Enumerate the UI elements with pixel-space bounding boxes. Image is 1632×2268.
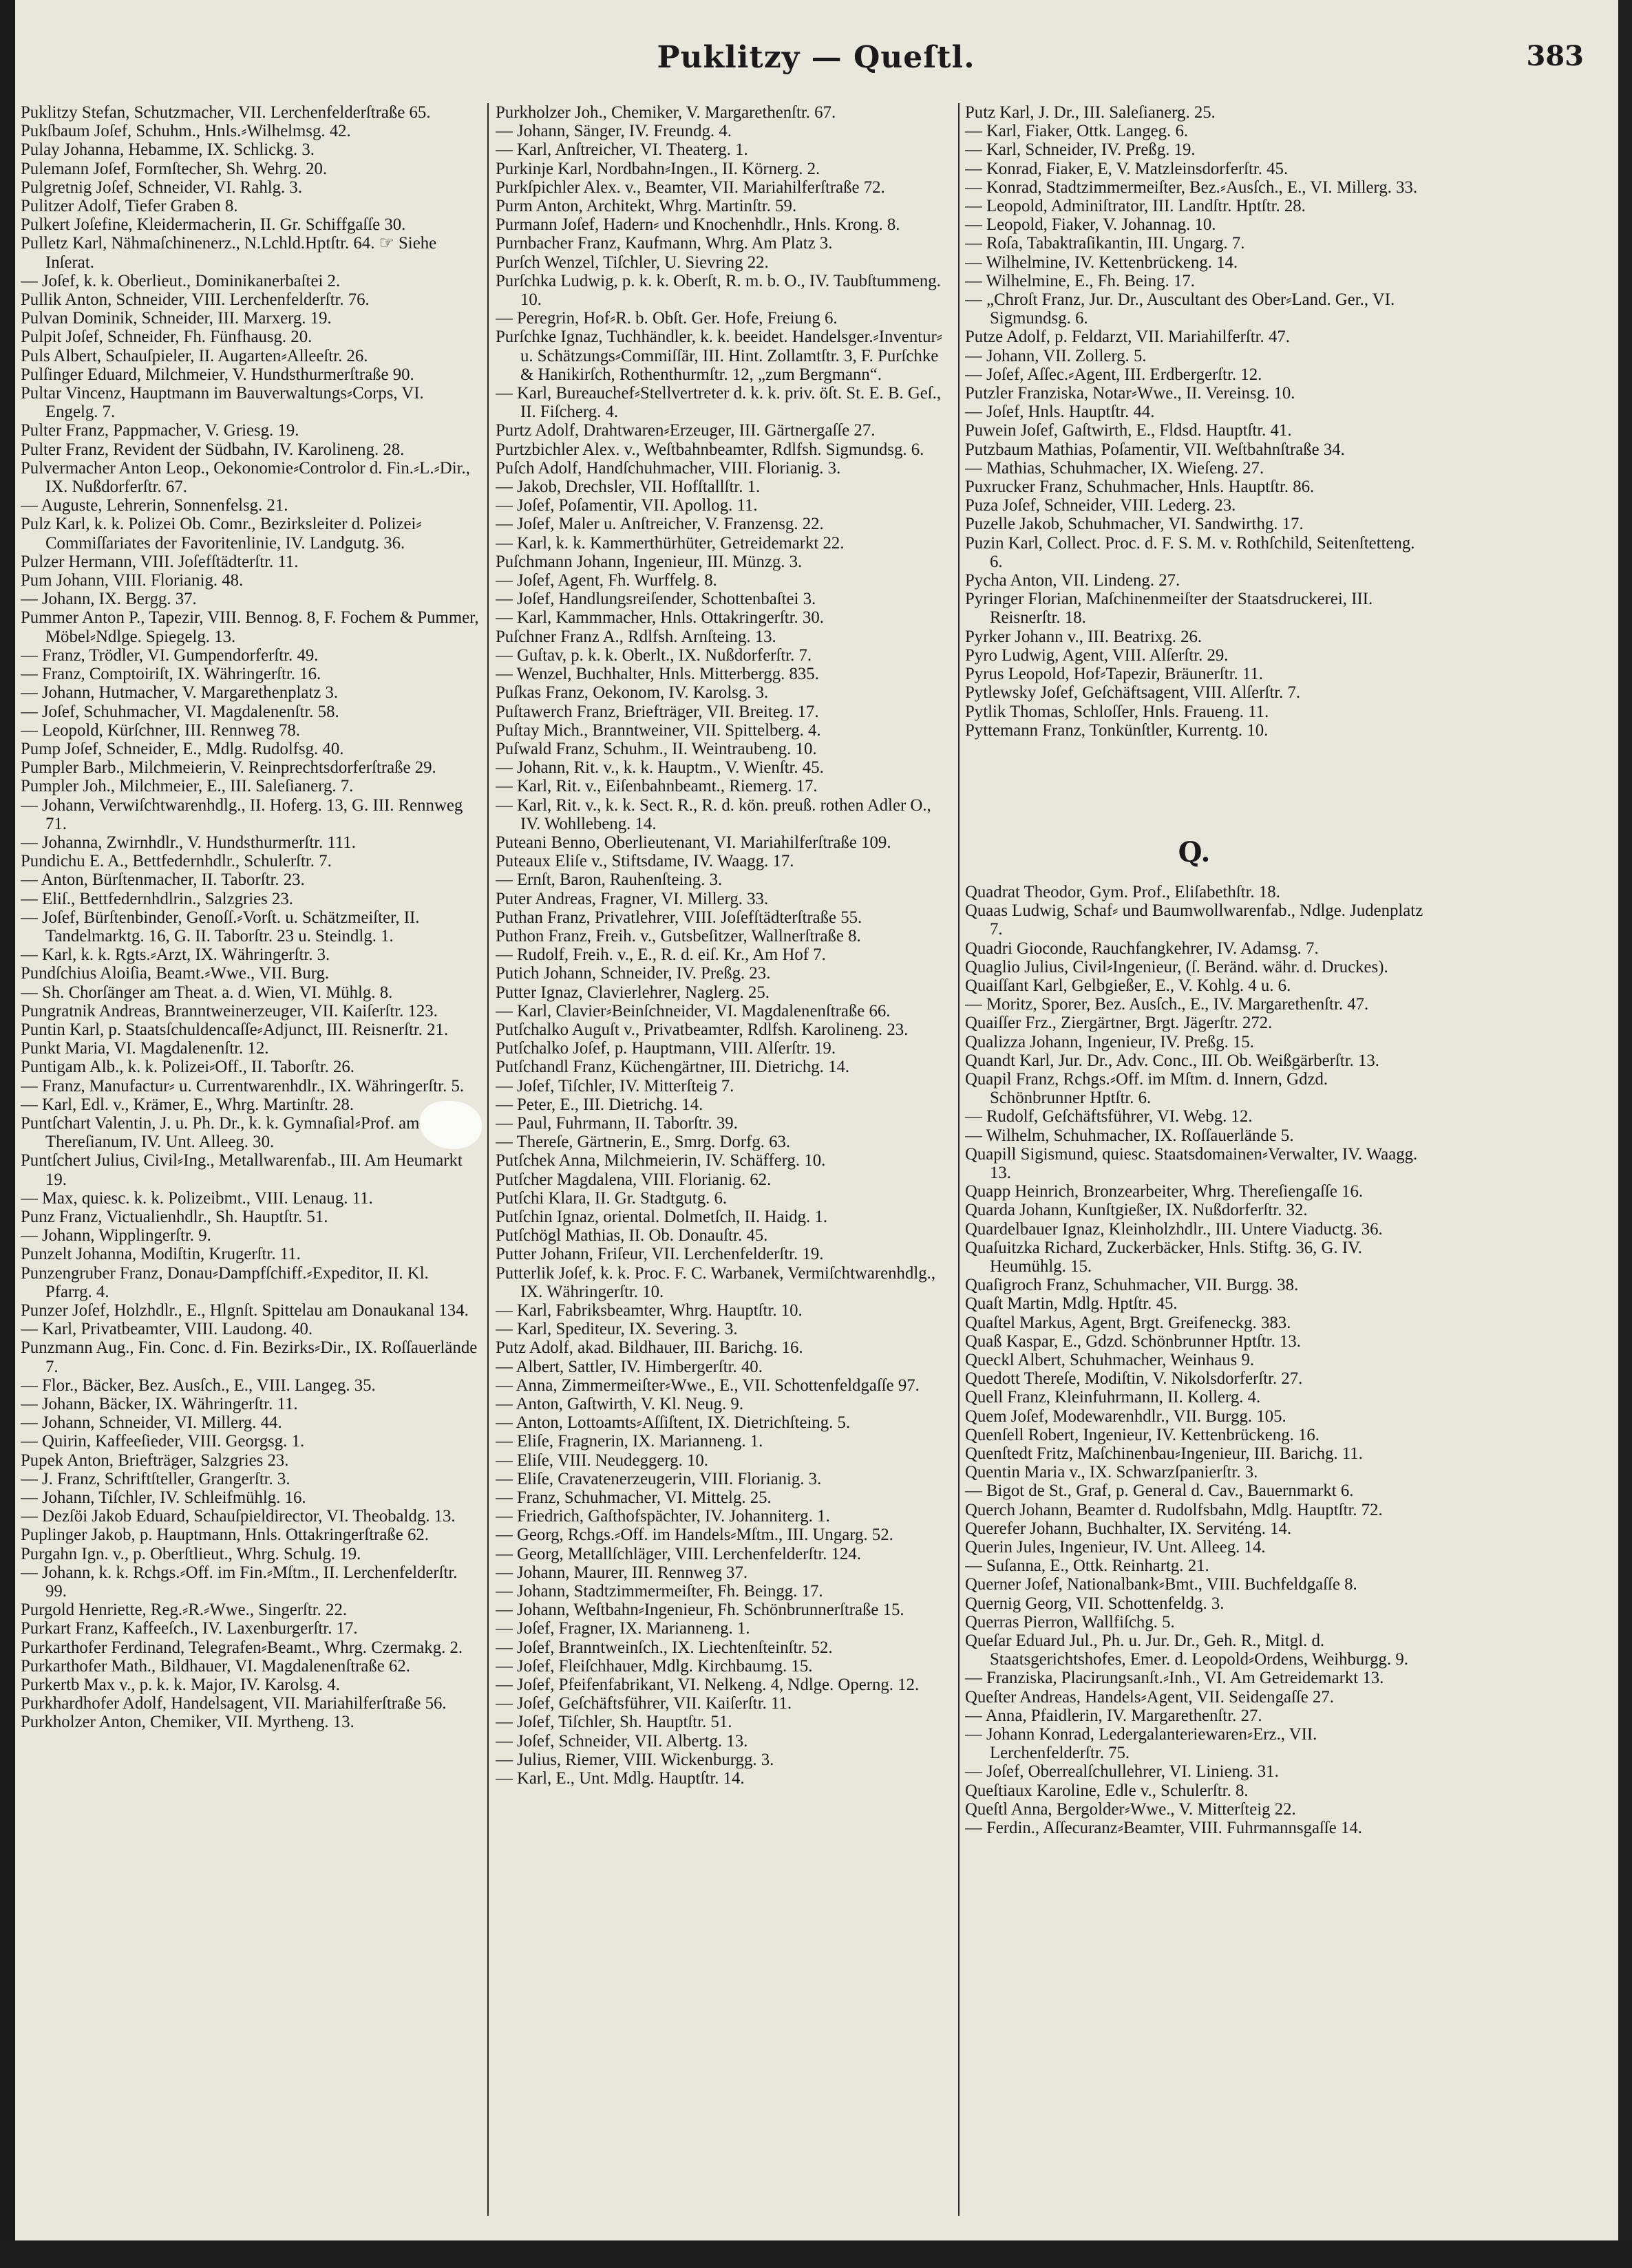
directory-entry: — Anna, Zimmermeiſter⸗Wwe., E., VII. Schottenfeldgaſſe 97.	[496, 1376, 920, 1395]
directory-entry: Punkt Maria, VI. Magdalenenſtr. 12.	[21, 1039, 269, 1058]
directory-entry: Putſchalko Joſef, p. Hauptmann, VIII. Alſerſtr. 19.	[496, 1039, 836, 1058]
directory-entry: Putz Karl, J. Dr., III. Saleſianerg. 25.	[965, 103, 1216, 122]
directory-entry: Puter Andreas, Fragner, VI. Millerg. 33.	[496, 889, 769, 908]
directory-entry: — Johann Konrad, Ledergalanteriewaren⸗Erz., VII. Lerchenfelderſtr. 75.	[965, 1725, 1317, 1763]
directory-entry: — Roſa, Tabaktraſikantin, III. Ungarg. 7.	[965, 234, 1245, 253]
scan-border-bottom	[0, 2240, 1632, 2268]
directory-entry: Purſch Wenzel, Tiſchler, U. Sievring 22.	[496, 253, 769, 272]
directory-entry: — Jakob, Drechsler, VII. Hofſtallſtr. 1.	[496, 478, 761, 497]
directory-entry: Puthan Franz, Privatlehrer, VIII. Joſefſtädterſtraße 55.	[496, 908, 862, 927]
directory-entry: — Johann, Rit. v., k. k. Hauptm., V. Wienſtr. 45.	[496, 758, 824, 778]
directory-entry: — Johann, Schneider, VI. Millerg. 44.	[21, 1413, 282, 1433]
directory-entry: Puxrucker Franz, Schuhmacher, Hnls. Hauptſtr. 86.	[965, 478, 1315, 497]
directory-entry: — Wilhelmine, E., Fh. Being. 17.	[965, 271, 1195, 290]
directory-entry: Putich Johann, Schneider, IV. Preßg. 23.	[496, 964, 771, 983]
column-divider	[487, 103, 489, 2216]
directory-entry: Pyro Ludwig, Agent, VIII. Alſerſtr. 29.	[965, 645, 1229, 665]
directory-entry: — Friedrich, Gaſthofspächter, IV. Johanniterg. 1.	[496, 1507, 830, 1526]
directory-entry: — Joſef, Agent, Fh. Wurffelg. 8.	[496, 571, 717, 590]
middle-column	[496, 103, 954, 2223]
directory-entry: Quem Joſef, Modewarenhdlr., VII. Burgg. 105.	[965, 1406, 1286, 1426]
directory-entry: Pump Joſef, Schneider, E., Mdlg. Rudolfsg. 40.	[21, 739, 344, 758]
directory-entry: Pulter Franz, Revident der Südbahn, IV. Karolineng. 28.	[21, 440, 405, 459]
directory-entry: — Joſef, Bürſtenbinder, Genoſſ.⸗Vorſt. u. Schätzmeiſter, II. Tandelmarktg. 16, G. II. Taborſtr. 23 u. Steindlg. 1.	[21, 908, 420, 945]
directory-entry: — Wilhelmine, IV. Kettenbrückeng. 14.	[965, 253, 1238, 272]
directory-entry: Purtzbichler Alex. v., Weſtbahnbeamter, Rdlfsh. Sigmundsg. 6.	[496, 440, 924, 459]
directory-entry: — Albert, Sattler, IV. Himbergerſtr. 40.	[496, 1357, 763, 1376]
directory-entry: — Johann, IX. Bergg. 37.	[21, 590, 197, 609]
directory-entry: Puſchner Franz A., Rdlfsh. Arnſteing. 13.	[496, 627, 776, 646]
directory-entry: — Karl, Anſtreicher, VI. Theaterg. 1.	[496, 140, 748, 160]
directory-entry: — Joſef, Aſſec.⸗Agent, III. Erdbergerſtr. 12.	[965, 365, 1262, 384]
directory-entry: Pulſinger Eduard, Milchmeier, V. Hundsthurmerſtraße 90.	[21, 365, 414, 384]
directory-entry: — Anton, Bürſtenmacher, II. Taborſtr. 23.	[21, 870, 305, 890]
directory-entry: Querefer Johann, Buchhalter, IX. Serviténg. 14.	[965, 1519, 1292, 1538]
directory-entry: — Joſef, Schneider, VII. Albertg. 13.	[496, 1731, 748, 1751]
directory-entry: Pum Johann, VIII. Florianig. 48.	[21, 571, 244, 590]
directory-entry: Quaſtel Markus, Agent, Brgt. Greifeneckg. 383.	[965, 1313, 1291, 1332]
directory-entry: — Flor., Bäcker, Bez. Ausſch., E., VIII. Langeg. 35.	[21, 1376, 376, 1395]
directory-entry: Puteani Benno, Oberlieutenant, VI. Mariahilferſtraße 109.	[496, 833, 891, 852]
directory-entry: Pulvermacher Anton Leop., Oekonomie⸗Controlor d. Fin.⸗L.⸗Dir., IX. Nußdorferſtr. 67.	[21, 458, 470, 497]
directory-entry: — Leopold, Fiaker, V. Johannag. 10.	[965, 215, 1216, 235]
directory-entry: — Wilhelm, Schuhmacher, IX. Roſſauerlände 5.	[965, 1126, 1294, 1145]
directory-entry: Pulpit Joſef, Schneider, Fh. Fünfhausg. 20.	[21, 328, 312, 347]
directory-entry: Puſkas Franz, Oekonom, IV. Karolsg. 3.	[496, 683, 769, 703]
directory-entry: Pummer Anton P., Tapezir, VIII. Bennog. 8, F. Fochem & Pummer, Möbel⸗Ndlge. Spiegelg. 13.	[21, 608, 479, 646]
directory-entry: Quapil Franz, Rchgs.⸗Off. im Mſtm. d. Innern, Gdzd. Schönbrunner Hptſtr. 6.	[965, 1069, 1328, 1108]
directory-entry: Queſtiaux Karoline, Edle v., Schulerſtr. 8.	[965, 1781, 1249, 1800]
directory-entry: Quaiſſer Frz., Ziergärtner, Brgt. Jägerſtr. 272.	[965, 1014, 1273, 1033]
directory-entry: — Leopold, Adminiſtrator, III. Landſtr. Hptſtr. 28.	[965, 197, 1306, 216]
directory-entry: — Karl, Edl. v., Krämer, E., Whrg. Martinſtr. 28.	[21, 1095, 354, 1114]
right-column	[965, 103, 1423, 2223]
directory-entry: Puſwald Franz, Schuhm., II. Weintraubeng. 10.	[496, 739, 817, 758]
directory-entry: Punzengruber Franz, Donau⸗Dampfſchiff.⸗Expeditor, II. Kl. Pfarrg. 4.	[21, 1263, 429, 1301]
directory-entry: — Joſef, Schuhmacher, VI. Magdalenenſtr. 58.	[21, 702, 339, 721]
directory-entry: Pyrker Johann v., III. Beatrixg. 26.	[965, 627, 1202, 646]
directory-entry: Quaas Ludwig, Schaf⸗ und Baumwollwarenfab., Ndlge. Judenplatz 7.	[965, 901, 1423, 939]
directory-entry: — Dezſöi Jakob Eduard, Schauſpieldirector, VI. Theobaldg. 13.	[21, 1507, 456, 1526]
directory-entry: Querner Joſef, Nationalbank⸗Bmt., VIII. Buchfeldgaſſe 8.	[965, 1575, 1357, 1594]
directory-entry: Puklitzy Stefan, Schutzmacher, VII. Lerchenfelderſtraße 65.	[21, 103, 431, 122]
directory-entry: — Moritz, Sporer, Bez. Ausſch., E., IV. Margarethenſtr. 47.	[965, 995, 1369, 1014]
directory-entry: — Max, quiesc. k. k. Polizeibmt., VIII. Lenaug. 11.	[21, 1188, 373, 1208]
directory-entry: Pulay Johanna, Hebamme, IX. Schlickg. 3.	[21, 140, 315, 160]
directory-entry: — Konrad, Fiaker, E, V. Matzleinsdorferſtr. 45.	[965, 159, 1289, 178]
directory-entry: Pyrus Leopold, Hof⸗Tapezir, Bräunerſtr. 11.	[965, 665, 1263, 684]
directory-entry: — Johann, Hutmacher, V. Margarethenplatz 3.	[21, 683, 339, 703]
directory-entry: — Joſef, Poſamentir, VII. Apollog. 11.	[496, 496, 758, 515]
directory-entry: Purm Anton, Architekt, Whrg. Martinſtr. 59.	[496, 197, 797, 216]
directory-entry: Purkholzer Anton, Chemiker, VII. Myrtheng. 13.	[21, 1713, 354, 1732]
directory-entry: — Eliſe, Fragnerin, IX. Marianneng. 1.	[496, 1432, 763, 1451]
directory-entry: Quedott Thereſe, Modiſtin, V. Nikolsdorferſtr. 27.	[965, 1369, 1303, 1389]
directory-entry: — Joſef, Pfeifenfabrikant, VI. Nelkeng. 4, Ndlge. Operng. 12.	[496, 1676, 920, 1695]
directory-entry: — Rudolf, Freih. v., E., R. d. eiſ. Kr., Am Hof 7.	[496, 945, 826, 965]
directory-entry: Purkart Franz, Kaffeeſch., IV. Laxenburgerſtr. 17.	[21, 1619, 358, 1638]
directory-entry: Pulzer Hermann, VIII. Joſefſtädterſtr. 11.	[21, 552, 299, 571]
directory-entry: Queſter Andreas, Handels⸗Agent, VII. Seidengaſſe 27.	[965, 1687, 1334, 1707]
directory-entry: Quaſt Martin, Mdlg. Hptſtr. 45.	[965, 1294, 1178, 1314]
directory-entry: — Johann, Wipplingerſtr. 9.	[21, 1226, 211, 1245]
directory-entry: — Eliſe, VIII. Neudeggerg. 10.	[496, 1451, 708, 1470]
directory-entry: Puzelle Jakob, Schuhmacher, VI. Sandwirthg. 17.	[965, 515, 1304, 534]
directory-entry: Puſtay Mich., Branntweiner, VII. Spittelberg. 4.	[496, 720, 821, 740]
directory-entry: Purkertb Max v., p. k. k. Major, IV. Karolsg. 4.	[21, 1676, 340, 1695]
directory-entry: Punz Franz, Victualienhdlr., Sh. Hauptſtr. 51.	[21, 1207, 328, 1226]
directory-entry: — Karl, Rit. v., Eiſenbahnbeamt., Riemerg. 17.	[496, 777, 818, 796]
directory-entry: Pulitzer Adolf, Tiefer Graben 8.	[21, 197, 238, 216]
directory-entry: — Johann, Bäcker, IX. Währingerſtr. 11.	[21, 1395, 298, 1414]
directory-entry: — Karl, E., Unt. Mdlg. Hauptſtr. 14.	[496, 1769, 745, 1788]
directory-entry: Putſchin Ignaz, oriental. Dolmetſch, II. Haidg. 1.	[496, 1207, 828, 1226]
directory-entry: Puntſchart Valentin, J. u. Ph. Dr., k. k. Gymnaſial⸗Prof. am Thereſianum, IV. Unt. Alleeg. 30.	[21, 1113, 420, 1152]
directory-entry: Putſchalko Auguſt v., Privatbeamter, Rdlfsh. Karolineng. 23.	[496, 1020, 909, 1039]
directory-entry: Purmann Joſef, Hadern⸗ und Knochenhdlr., Hnls. Krong. 8.	[496, 215, 900, 235]
directory-entry: — „Chroſt Franz, Jur. Dr., Auscultant des Ober⸗Land. Ger., VI. Sigmundsg. 6.	[965, 290, 1395, 328]
directory-entry: Pundſchius Aloiſia, Beamt.⸗Wwe., VII. Burg.	[21, 964, 330, 983]
directory-entry: — Auguste, Lehrerin, Sonnenfelsg. 21.	[21, 496, 288, 515]
directory-entry: Purkarthofer Math., Bildhauer, VI. Magdalenenſtraße 62.	[21, 1656, 410, 1676]
directory-entry: — Georg, Metallſchläger, VIII. Lerchenfelderſtr. 124.	[496, 1544, 862, 1563]
directory-entry: — Joſef, Tiſchler, IV. Mitterſteig 7.	[496, 1076, 734, 1095]
directory-entry: Puntin Karl, p. Staatsſchuldencaſſe⸗Adjunct, III. Reisnerſtr. 21.	[21, 1020, 449, 1039]
directory-entry: — Paul, Fuhrmann, II. Taborſtr. 39.	[496, 1113, 738, 1133]
page-number: 383	[1526, 40, 1584, 72]
directory-entry: — Anton, Lottoamts⸗Aſſiſtent, IX. Dietrichſteing. 5.	[496, 1413, 851, 1433]
directory-entry: — Franz, Schuhmacher, VI. Mittelg. 25.	[496, 1488, 772, 1508]
directory-entry: Quentin Maria v., IX. Schwarzſpanierſtr. 3.	[965, 1463, 1258, 1482]
directory-entry: Punzmann Aug., Fin. Conc. d. Fin. Bezirks⸗Dir., IX. Roſſauerlände 7.	[21, 1338, 478, 1376]
directory-entry: — Joſef, Oberrealſchullehrer, VI. Linieng. 31.	[965, 1762, 1279, 1782]
directory-entry: Purgold Henriette, Reg.⸗R.⸗Wwe., Singerſtr. 22.	[21, 1601, 348, 1620]
directory-entry: Puſtawerch Franz, Briefträger, VII. Breiteg. 17.	[496, 702, 819, 721]
directory-entry: Quell Franz, Kleinfuhrmann, II. Kollerg. 4.	[965, 1388, 1261, 1407]
page-header-title: Puklitzy — Queſtl.	[657, 40, 975, 75]
directory-entry: — Karl, Bureauchef⸗Stellvertreter d. k. k. priv. öſt. St. E. B. Geſ., II. Fiſcherg. 4.	[496, 384, 942, 422]
directory-entry: — Sh. Chorſänger am Theat. a. d. Wien, VI. Mühlg. 8.	[21, 983, 393, 1002]
directory-entry: Quenſell Robert, Ingenieur, IV. Kettenbrückeng. 16.	[965, 1425, 1320, 1444]
left-column	[21, 103, 479, 2223]
directory-entry: — Guſtav, p. k. k. Oberlt., IX. Nußdorferſtr. 7.	[496, 645, 812, 665]
directory-entry: Pulter Franz, Pappmacher, V. Griesg. 19.	[21, 421, 299, 440]
directory-entry: — Karl, Fabriksbeamter, Whrg. Hauptſtr. 10.	[496, 1301, 803, 1320]
section-spacer	[965, 740, 1423, 815]
scan-border-left	[0, 0, 15, 2268]
directory-entry: Quernig Georg, VII. Schottenfeldg. 3.	[965, 1594, 1225, 1613]
directory-entry: Punzelt Johanna, Modiſtin, Krugerſtr. 11.	[21, 1245, 301, 1264]
directory-entry: Quenſtedt Fritz, Maſchinenbau⸗Ingenieur, III. Barichg. 11.	[965, 1444, 1363, 1463]
directory-entry: Quarda Johann, Kunſtgießer, IX. Nußdorferſtr. 32.	[965, 1201, 1308, 1220]
directory-entry: Pulvan Dominik, Schneider, III. Marxerg. 19.	[21, 309, 332, 328]
directory-entry: — Karl, Fiaker, Ottk. Langeg. 6.	[965, 122, 1189, 141]
directory-entry: Pundichu E. A., Bettfedernhdlr., Schulerſtr. 7.	[21, 852, 332, 871]
directory-entry: Puthon Franz, Freih. v., Gutsbeſitzer, Wallnerſtraße 8.	[496, 926, 861, 945]
directory-entry: Quaglio Julius, Civil⸗Ingenieur, (ſ. Beränd. währ. d. Druckes).	[965, 957, 1388, 976]
directory-entry: — Johann, k. k. Rchgs.⸗Off. im Fin.⸗Mſtm., II. Lerchenfelderſtr. 99.	[21, 1563, 458, 1601]
directory-entry: — Anton, Gaſtwirth, V. Kl. Neug. 9.	[496, 1395, 744, 1414]
directory-entry: Puntſchert Julius, Civil⸗Ing., Metallwarenfab., III. Am Heumarkt 19.	[21, 1151, 463, 1189]
directory-entry: Puls Albert, Schauſpieler, II. Augarten⸗Alleeſtr. 26.	[21, 346, 368, 365]
directory-entry: Pulemann Joſef, Formſtecher, Sh. Wehrg. 20.	[21, 159, 328, 178]
directory-entry: Pyttemann Franz, Tonkünſtler, Kurrentg. 10.	[965, 720, 1269, 740]
directory-entry: Putſchek Anna, Milchmeierin, IV. Schäfferg. 10.	[496, 1151, 826, 1170]
directory-entry: Querch Johann, Beamter d. Rudolfsbahn, Mdlg. Hauptſtr. 72.	[965, 1500, 1383, 1519]
directory-entry: Pullik Anton, Schneider, VIII. Lerchenfelderſtr. 76.	[21, 290, 370, 310]
directory-entry: — Karl, k. k. Kammerthürhüter, Getreidemarkt 22.	[496, 533, 845, 553]
directory-entry: Quardelbauer Ignaz, Kleinholzhdlr., III. Untere Viaductg. 36.	[965, 1219, 1383, 1239]
directory-entry: Quaiſſant Karl, Gelbgießer, E., V. Kohlg. 4 u. 6.	[965, 976, 1291, 995]
directory-entry: Pyringer Florian, Maſchinenmeiſter der Staatsdruckerei, III. Reisnerſtr. 18.	[965, 590, 1373, 628]
directory-entry: — Johanna, Zwirnhdlr., V. Hundsthurmerſtr. 111.	[21, 833, 356, 852]
directory-entry: Purtz Adolf, Drahtwaren⸗Erzeuger, III. Gärtnergaſſe 27.	[496, 421, 876, 440]
directory-entry: — Johann, Verwiſchtwarenhdlg., II. Hoferg. 13, G. III. Rennweg 71.	[21, 795, 463, 833]
directory-entry: — Joſef, Handlungsreiſender, Schottenbaſtei 3.	[496, 590, 816, 609]
directory-entry: — Joſef, Geſchäftsführer, VII. Kaiſerſtr. 11.	[496, 1694, 792, 1713]
directory-entry: Pytlik Thomas, Schloſſer, Hnls. Fraueng. 11.	[965, 702, 1269, 721]
directory-entry: — Leopold, Kürſchner, III. Rennweg 78.	[21, 720, 300, 740]
directory-entry: — Ferdin., Aſſecuranz⸗Beamter, VIII. Fuhrmannsgaſſe 14.	[965, 1819, 1362, 1838]
directory-entry: Quaſigroch Franz, Schuhmacher, VII. Burgg. 38.	[965, 1276, 1299, 1295]
directory-entry: — Anna, Pfaidlerin, IV. Margarethenſtr. 27.	[965, 1706, 1262, 1725]
directory-entry: — Ernſt, Baron, Rauhenſteing. 3.	[496, 870, 723, 890]
directory-entry: Purkinje Karl, Nordbahn⸗Ingen., II. Körnerg. 2.	[496, 159, 820, 178]
directory-entry: Pulkert Joſefine, Kleidermacherin, II. Gr. Schiffgaſſe 30.	[21, 215, 406, 235]
directory-entry: Querin Jules, Ingenieur, IV. Unt. Alleeg. 14.	[965, 1538, 1266, 1557]
directory-entry: — Thereſe, Gärtnerin, E., Smrg. Dorfg. 63.	[496, 1133, 791, 1152]
directory-entry: Querras Pierron, Wallfiſchg. 5.	[965, 1612, 1175, 1632]
directory-entry: Putſchi Klara, II. Gr. Stadtgutg. 6.	[496, 1188, 728, 1208]
directory-entry: — Johann, VII. Zollerg. 5.	[965, 346, 1147, 365]
directory-entry: Quandt Karl, Jur. Dr., Adv. Conc., III. Ob. Weißgärberſtr. 13.	[965, 1051, 1379, 1070]
directory-entry: Putz Adolf, akad. Bildhauer, III. Barichg. 16.	[496, 1338, 803, 1358]
directory-entry: — Julius, Riemer, VIII. Wickenburgg. 3.	[496, 1750, 774, 1769]
directory-entry: Purnbacher Franz, Kaufmann, Whrg. Am Platz 3.	[496, 234, 833, 253]
directory-entry: Puntigam Alb., k. k. Polizei⸗Off., II. Taborſtr. 26.	[21, 1058, 354, 1077]
directory-entry: Puplinger Jakob, p. Hauptmann, Hnls. Ottakringerſtraße 62.	[21, 1526, 429, 1545]
directory-entry: Putzler Franziska, Notar⸗Wwe., II. Vereinsg. 10.	[965, 384, 1295, 403]
directory-entry: — Joſef, Fleiſchhauer, Mdlg. Kirchbaumg. 15.	[496, 1656, 813, 1676]
directory-entry: Purſchka Ludwig, p. k. k. Oberſt, R. m. b. O., IV. Taubſtummeng. 10.	[496, 271, 941, 310]
directory-entry: — Joſef, Branntweinſch., IX. Liechtenſteinſtr. 52.	[496, 1638, 833, 1657]
directory-entry: Puza Joſef, Schneider, VIII. Lederg. 23.	[965, 496, 1236, 515]
directory-entry: Quadrat Theodor, Gym. Prof., Eliſabethſtr. 18.	[965, 882, 1280, 901]
directory-entry: Punzer Joſef, Holzhdlr., E., Hlgnſt. Spittelau am Donaukanal 134.	[21, 1301, 469, 1320]
directory-entry: — Peregrin, Hof⸗R. b. Obſt. Ger. Hofe, Freiung 6.	[496, 309, 838, 328]
directory-entry: Queckl Albert, Schuhmacher, Weinhaus 9.	[965, 1350, 1255, 1369]
directory-entry: Putzbaum Mathias, Poſamentir, VII. Weſtbahnſtraße 34.	[965, 440, 1345, 459]
directory-entry: — J. Franz, Schriftſteller, Grangerſtr. 3.	[21, 1469, 290, 1488]
directory-entry: Putſcher Magdalena, VIII. Florianig. 62.	[496, 1170, 772, 1189]
directory-entry: Quaß Kaspar, E., Gdzd. Schönbrunner Hptſtr. 13.	[965, 1331, 1301, 1351]
directory-entry: Puſchmann Johann, Ingenieur, III. Münzg. 3.	[496, 552, 803, 571]
directory-entry: Purkholzer Joh., Chemiker, V. Margarethenſtr. 67.	[496, 103, 836, 122]
directory-entry: — Eliſ., Bettfedernhdlrin., Salzgries 23.	[21, 889, 293, 908]
directory-entry: Puwein Joſef, Gaſtwirth, E., Fldsd. Hauptſtr. 41.	[965, 421, 1292, 440]
directory-entry: Purkſpichler Alex. v., Beamter, VII. Mariahilferſtraße 72.	[496, 178, 885, 197]
directory-entry: — Karl, Spediteur, IX. Severing. 3.	[496, 1320, 738, 1339]
directory-entry: — Rudolf, Geſchäftsführer, VI. Webg. 12.	[965, 1107, 1253, 1126]
scan-border-right	[1618, 0, 1632, 2268]
directory-entry: Pulletz Karl, Nähmaſchinenerz., N.Lchld.Hptſtr. 64. ☞ Siehe Inſerat.	[21, 234, 437, 272]
directory-entry: Pungratnik Andreas, Branntweinerzeuger, VII. Kaiſerſtr. 123.	[21, 1001, 438, 1020]
directory-entry: — Franz, Trödler, VI. Gumpendorferſtr. 49.	[21, 645, 319, 665]
directory-entry: — Georg, Rchgs.⸗Off. im Handels⸗Mſtm., III. Ungarg. 52.	[496, 1526, 893, 1545]
directory-entry: — Johann, Maurer, III. Rennweg 37.	[496, 1563, 748, 1582]
directory-entry: — Karl, Schneider, IV. Preßg. 19.	[965, 140, 1196, 160]
directory-entry: — Quirin, Kaffeeſieder, VIII. Georgsg. 1.	[21, 1432, 305, 1451]
directory-entry: Purgahn Ign. v., p. Oberſtlieut., Whrg. Schulg. 19.	[21, 1544, 361, 1563]
directory-entry: — Franz, Manufactur⸗ u. Currentwarenhdlr., IX. Währingerſtr. 5.	[21, 1076, 465, 1095]
directory-entry: Pupek Anton, Briefträger, Salzgries 23.	[21, 1451, 289, 1470]
directory-entry: Pytlewsky Joſef, Geſchäftsagent, VIII. Alſerſtr. 7.	[965, 683, 1301, 703]
directory-entry: Quaſuitzka Richard, Zuckerbäcker, Hnls. Stiftg. 36, G. IV. Heumühlg. 15.	[965, 1238, 1362, 1276]
directory-entry: — Karl, Rit. v., k. k. Sect. R., R. d. kön. preuß. rothen Adler O., IV. Wohllebeng. 14.	[496, 795, 931, 833]
directory-entry: Quapp Heinrich, Bronzearbeiter, Whrg. Thereſiengaſſe 16.	[965, 1182, 1364, 1201]
column-divider	[958, 103, 960, 2216]
directory-entry: — Konrad, Stadtzimmermeiſter, Bez.⸗Ausſch., E., VI. Millerg. 33.	[965, 178, 1418, 197]
directory-entry: — Franz, Comptoiriſt, IX. Währingerſtr. 16.	[21, 665, 321, 684]
directory-entry: Pulgretnig Joſef, Schneider, VI. Rahlg. 3.	[21, 178, 303, 197]
directory-entry: — Joſef, Maler u. Anſtreicher, V. Franzensg. 22.	[496, 515, 824, 534]
directory-entry: — Joſef, k. k. Oberlieut., Dominikanerbaſtei 2.	[21, 271, 341, 290]
directory-entry: Pumpler Barb., Milchmeierin, V. Reinprechtsdorferſtraße 29.	[21, 758, 436, 778]
directory-entry: Quapill Sigismund, quiesc. Staatsdomainen⸗Verwalter, IV. Waagg. 13.	[965, 1144, 1418, 1182]
directory-entry: — Johann, Sänger, IV. Freundg. 4.	[496, 122, 732, 141]
directory-entry: — Wenzel, Buchhalter, Hnls. Mitterbergg. 835.	[496, 665, 819, 684]
directory-entry: Purkarthofer Ferdinand, Telegrafen⸗Beamt., Whrg. Czermakg. 2.	[21, 1638, 463, 1657]
directory-entry: Pycha Anton, VII. Lindeng. 27.	[965, 571, 1180, 590]
directory-entry: Quadri Gioconde, Rauchfangkehrer, IV. Adamsg. 7.	[965, 939, 1319, 958]
directory-entry: Pukſbaum Joſef, Schuhm., Hnls.⸗Wilhelmsg. 42.	[21, 122, 351, 141]
directory-entry: — Mathias, Schuhmacher, IX. Wieſeng. 27.	[965, 458, 1264, 478]
directory-entry: Putterlik Joſef, k. k. Proc. F. C. Warbanek, Vermiſchtwarenhdlg., IX. Währingerſtr. 10.	[496, 1263, 936, 1301]
directory-entry: — Bigot de St., Graf, p. General d. Cav., Bauernmarkt 6.	[965, 1481, 1354, 1501]
directory-entry: Putſchandl Franz, Küchengärtner, III. Dietrichg. 14.	[496, 1058, 850, 1077]
directory-entry: Putter Ignaz, Clavierlehrer, Naglerg. 25.	[496, 983, 770, 1002]
directory-entry: Puteaux Eliſe v., Stiftsdame, IV. Waagg. 17.	[496, 852, 794, 871]
directory-entry: — Joſef, Tiſchler, Sh. Hauptſtr. 51.	[496, 1713, 732, 1732]
directory-entry: — Suſanna, E., Ottk. Reinhartg. 21.	[965, 1556, 1209, 1576]
directory-entry: — Joſef, Fragner, IX. Marianneng. 1.	[496, 1619, 750, 1638]
directory-entry: Pulz Karl, k. k. Polizei Ob. Comr., Bezirksleiter d. Polizei⸗Commiſſariates der Favoritenlinie, IV. Landgutg. 36.	[21, 515, 422, 553]
directory-entry: — Johann, Stadtzimmermeiſter, Fh. Beingg. 17.	[496, 1582, 823, 1601]
directory-entry: Purkhardhofer Adolf, Handelsagent, VII. Mariahilferſtraße 56.	[21, 1694, 447, 1713]
directory-entry: Qualizza Johann, Ingenieur, IV. Preßg. 15.	[965, 1032, 1254, 1051]
directory-entry: Putze Adolf, p. Feldarzt, VII. Mariahilferſtr. 47.	[965, 328, 1290, 347]
directory-entry: — Karl, Clavier⸗Beinſchneider, VI. Magdalenenſtraße 66.	[496, 1001, 891, 1020]
directory-entry: Queſtl Anna, Bergolder⸗Wwe., V. Mitterſteig 22.	[965, 1799, 1296, 1819]
directory-entry: Putſchögl Mathias, II. Ob. Donauſtr. 45.	[496, 1226, 768, 1245]
directory-entry: — Joſef, Hnls. Hauptſtr. 44.	[965, 403, 1155, 422]
section-letter-heading: Q.	[1178, 835, 1211, 868]
directory-entry: — Karl, k. k. Rgts.⸗Arzt, IX. Währingerſtr. 3.	[21, 945, 330, 965]
directory-entry: — Karl, Kammmacher, Hnls. Ottakringerſtr. 30.	[496, 608, 824, 628]
directory-entry: — Johann, Tiſchler, IV. Schleifmühlg. 16.	[21, 1488, 306, 1508]
directory-entry: — Johann, Weſtbahn⸗Ingenieur, Fh. Schönbrunnerſtraße 15.	[496, 1601, 904, 1620]
directory-entry: — Franziska, Placirungsanſt.⸗Inh., VI. Am Getreidemarkt 13.	[965, 1669, 1384, 1688]
directory-entry: — Peter, E., III. Dietrichg. 14.	[496, 1095, 703, 1114]
directory-entry: Puſch Adolf, Handſchuhmacher, VIII. Florianig. 3.	[496, 458, 841, 478]
directory-entry: — Eliſe, Cravatenerzeugerin, VIII. Florianig. 3.	[496, 1469, 822, 1488]
directory-entry: Purſchke Ignaz, Tuchhändler, k. k. beeidet. Handelsger.⸗Inventur⸗ u. Schätzungs⸗Commiſſär, III. Hint. Zollamtſtr. 3, F. Purſchke & Hanikirſch, Rothenthurmſtr. 12, „zum Bergmann“.	[496, 328, 943, 384]
directory-entry: — Karl, Privatbeamter, VIII. Laudong. 40.	[21, 1320, 313, 1339]
directory-entry: Pumpler Joh., Milchmeier, E., III. Saleſianerg. 7.	[21, 777, 354, 796]
directory-entry: Pultar Vincenz, Hauptmann im Bauverwaltungs⸗Corps, VI. Engelg. 7.	[21, 384, 424, 422]
directory-entry: Puzin Karl, Collect. Proc. d. F. S. M. v. Rothſchild, Seitenſtetteng. 6.	[965, 533, 1415, 571]
directory-entry: Putter Johann, Friſeur, VII. Lerchenfelderſtr. 19.	[496, 1245, 824, 1264]
directory-entry: Queſar Eduard Jul., Ph. u. Jur. Dr., Geh. R., Mitgl. d. Staatsgerichtshofes, Emer. d. Leopold⸗Ordens, Weihburgg. 9.	[965, 1632, 1408, 1669]
